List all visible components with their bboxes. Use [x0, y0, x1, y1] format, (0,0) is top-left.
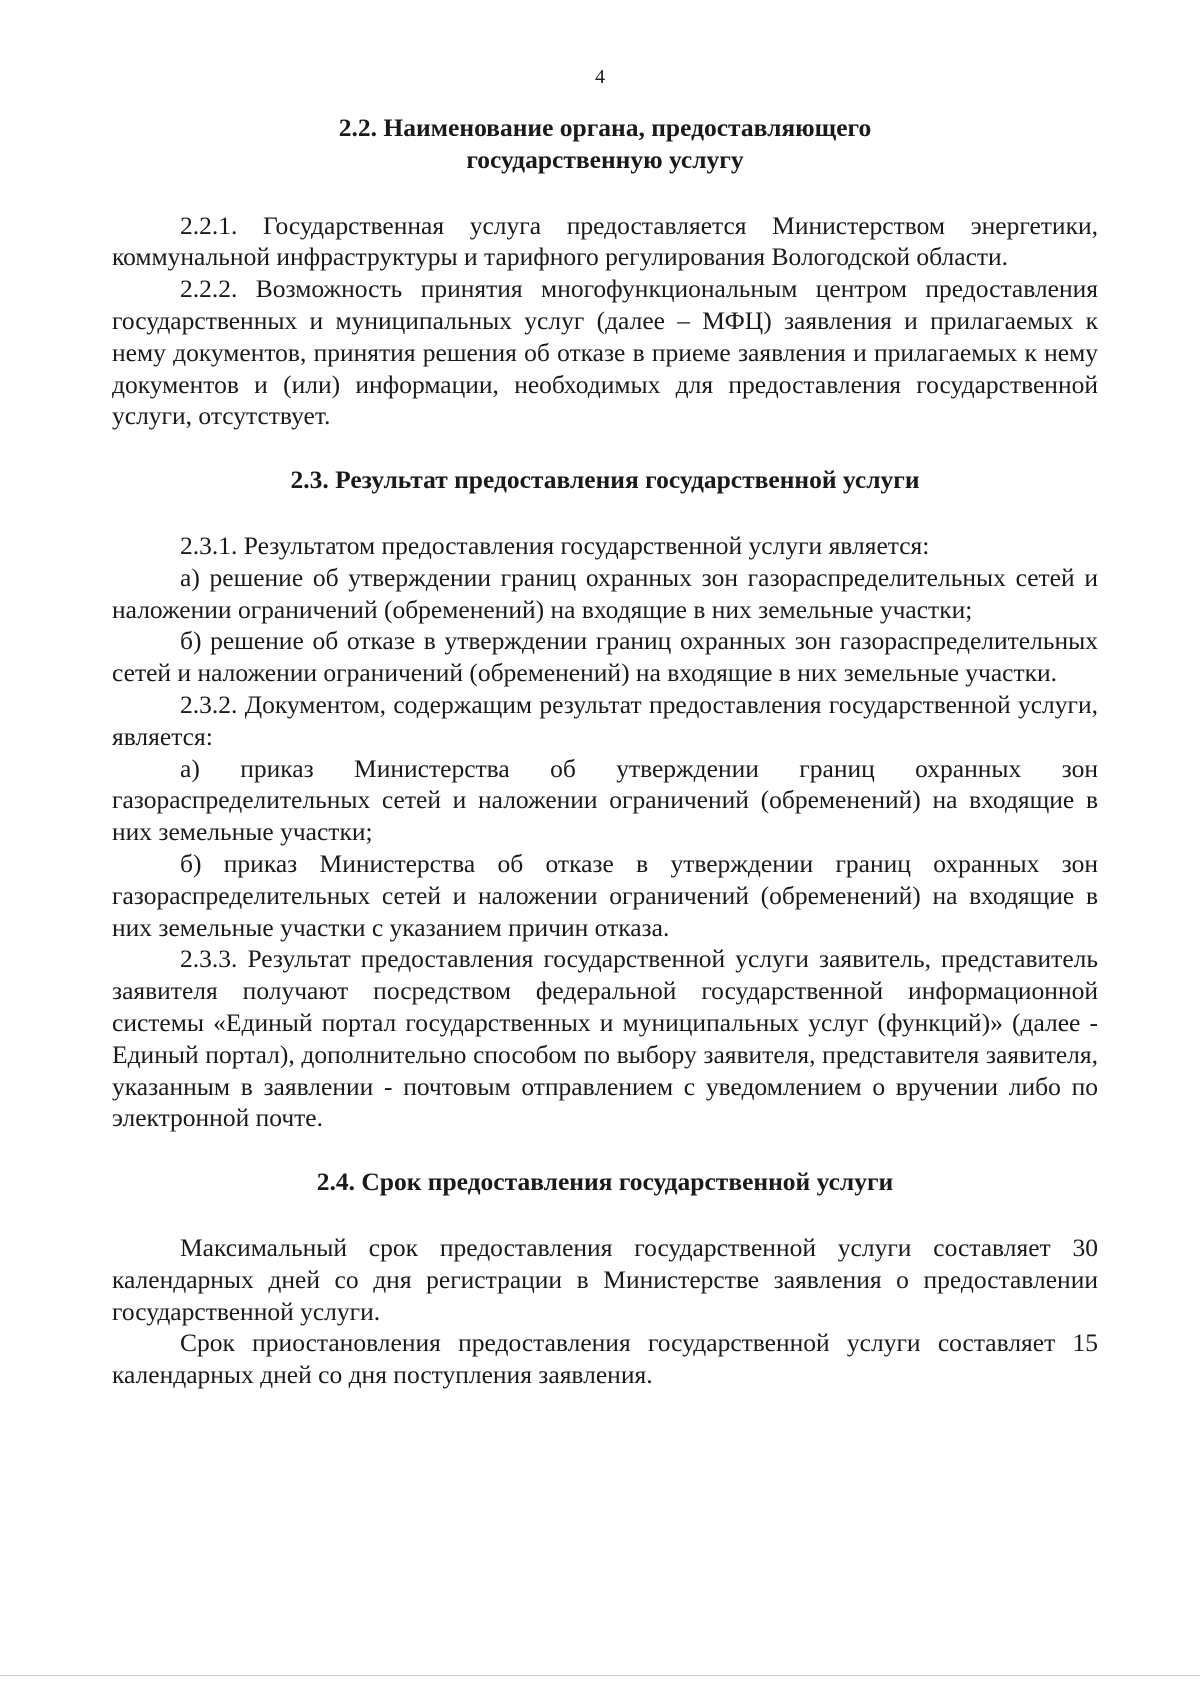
page-number: 4	[595, 66, 605, 88]
paragraph-2-3-2-a: а) приказ Министерства об утверждении границ охранных зон газораспределительных сетей и наложении ограничений (обременений) на входящие в них земельные участки;	[112, 753, 1098, 847]
scan-bottom-edge	[0, 1675, 1200, 1676]
section-2-2-heading-line2: государственную услугу	[466, 144, 744, 174]
paragraph-2-2-2: 2.2.2. Возможность принятия многофункциональным центром предоставления государственных и муниципальных услуг (далее – МФЦ) заявления и прилагаемых к нему документов, принятия решения об отказе в приеме заявления и прилагаемых к нему документов и (или) информации, необходимых для предоставления государственной услуги, отсутствует.	[112, 274, 1098, 431]
document-body	[112, 112, 1098, 1391]
paragraph-2-3-1-a: а) решение об утверждении границ охранных зон газораспределительных сетей и наложении ограничений (обременений) на входящие в них земельные участки;	[112, 562, 1098, 624]
paragraph-2-3-1-b: б) решение об отказе в утверждении границ охранных зон газораспределительных сетей и наложении ограничений (обременений) на входящие в них земельные участки.	[112, 626, 1098, 688]
paragraph-2-3-1: 2.3.1. Результатом предоставления государственной услуги является:	[180, 530, 930, 560]
section-2-2-heading-line1: 2.2. Наименование органа, предоставляющего	[338, 113, 872, 142]
paragraph-2-2-1: 2.2.1. Государственная услуга предоставляется Министерством энергетики, коммунальной инфраструктуры и тарифного регулирования Вологодской области.	[112, 210, 1098, 272]
paragraph-2-4-max-term: Максимальный срок предоставления государственной услуги составляет 30 календарных дней со дня регистрации в Министерстве заявления о предоставлении государственной услуги.	[112, 1232, 1098, 1326]
section-2-2-heading	[112, 112, 1098, 176]
paragraph-2-3-2-b: б) приказ Министерства об отказе в утверждении границ охранных зон газораспределительных сетей и наложении ограничений (обременений) на входящие в них земельные участки с указанием причин отказа.	[112, 848, 1098, 942]
paragraph-2-4-suspension-term: Срок приостановления предоставления государственной услуги составляет 15 календарных дней со дня поступления заявления.	[112, 1328, 1098, 1390]
section-2-3-heading: 2.3. Результат предоставления государственной услуги	[290, 465, 920, 495]
paragraph-2-3-2: 2.3.2. Документом, содержащим результат предоставления государственной услуги, является:	[112, 689, 1098, 751]
section-2-4-heading: 2.4. Срок предоставления государственной услуги	[316, 1167, 894, 1197]
paragraph-2-3-3: 2.3.3. Результат предоставления государственной услуги заявитель, представитель заявителя получают посредством федеральной государственной информационной системы «Единый портал государственных и муниципальных услуг (функций)» (далее - Единый портал), дополнительно способом по выбору заявителя, представителя заявителя, указанным в заявлении - почтовым отправлением с уведомлением о вручении либо по электронной почте.	[112, 944, 1098, 1133]
